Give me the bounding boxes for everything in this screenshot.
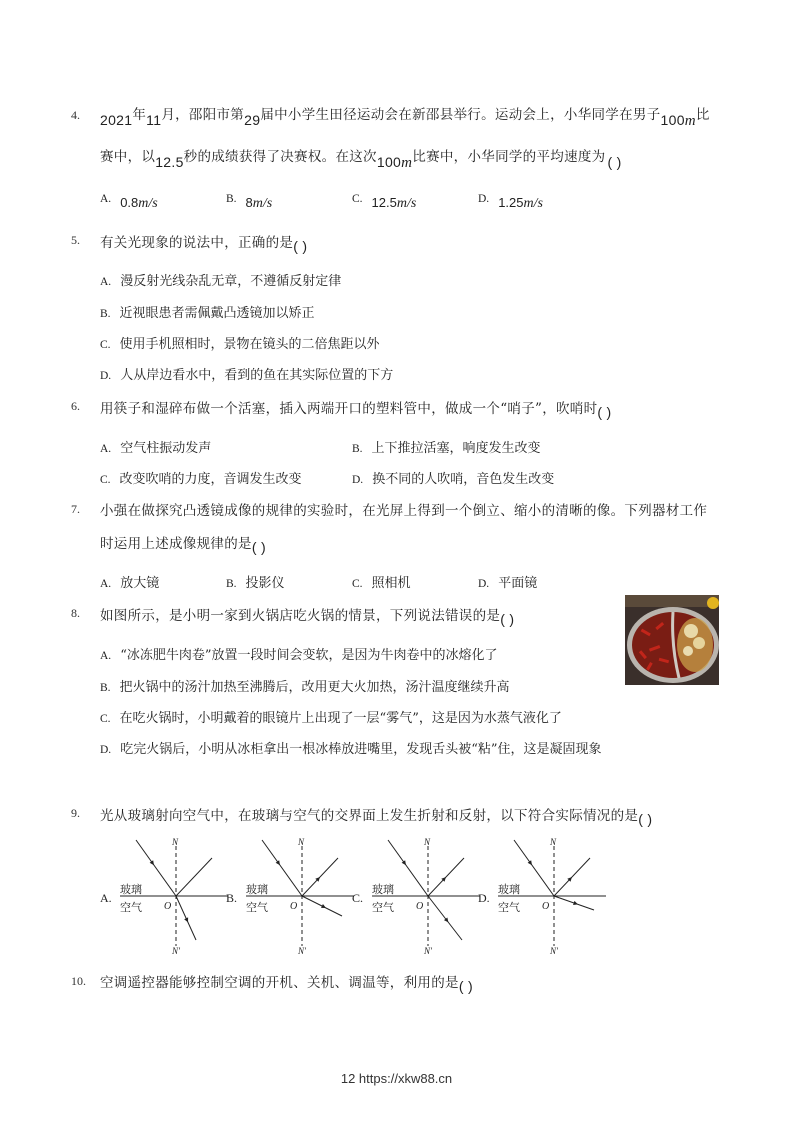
option-letter: B.	[100, 682, 111, 694]
incident-ray	[262, 840, 302, 896]
glass-label: 玻璃	[120, 884, 142, 896]
q4-option-c	[352, 190, 417, 211]
answer-paren: ( )	[251, 539, 266, 555]
q5-option-d	[100, 364, 393, 383]
answer-paren: ( )	[458, 978, 473, 994]
page-footer: 12 https://xkw88.cn	[340, 1071, 453, 1086]
answer-paren: ( )	[597, 404, 612, 420]
incident-ray	[514, 840, 554, 896]
q4-unit: m	[684, 113, 696, 129]
normal-top-label: N	[172, 837, 179, 847]
normal-top-label: N	[424, 837, 431, 847]
q6-option-a	[100, 437, 211, 456]
hotpot-photo	[625, 595, 719, 685]
incident-arrow	[402, 860, 406, 865]
reflected-ray	[176, 858, 212, 896]
q4-text: 比赛中，小华同学的平均速度为	[412, 149, 606, 165]
option-letter: C.	[100, 474, 111, 486]
question-6-stem	[100, 397, 612, 420]
option-letter: A.	[100, 891, 112, 905]
option-text: 投影仪	[245, 576, 285, 591]
stem-text: 空调遥控器能够控制空调的开机、关机、调温等，利用的是	[100, 975, 459, 991]
option-value: 1.25	[498, 195, 524, 210]
q4-session: 29	[244, 112, 261, 128]
air-label: 空气	[120, 902, 142, 914]
q4-option-a	[100, 190, 158, 211]
q4-option-d	[478, 190, 543, 211]
normal-top-label: N	[550, 837, 557, 847]
stem-text: 有关光现象的说法中，正确的是	[100, 235, 294, 251]
question-10-stem	[100, 971, 473, 994]
option-letter: B.	[100, 308, 111, 320]
option-unit: m/s	[252, 196, 273, 211]
refracted-ray	[176, 896, 196, 940]
ray-diagram-svg	[366, 836, 482, 954]
q5-option-c	[100, 333, 380, 352]
option-letter: D.	[100, 744, 112, 756]
origin-label: O	[290, 901, 298, 912]
incident-ray	[388, 840, 428, 896]
q6-option-b	[352, 437, 541, 456]
option-letter: C.	[352, 578, 363, 590]
q8-option-c	[100, 707, 562, 726]
glass-label: 玻璃	[246, 884, 268, 896]
option-letter: C.	[100, 713, 111, 725]
question-8-number: 8.	[71, 606, 80, 620]
answer-paren: ( )	[500, 611, 515, 627]
option-text: 放大镜	[120, 576, 160, 591]
question-8-stem	[100, 604, 515, 627]
origin-label: O	[542, 901, 550, 912]
q4-text: 年	[132, 107, 147, 123]
option-letter: C.	[100, 339, 111, 351]
option-text: 上下推拉活塞，响度发生改变	[371, 441, 541, 456]
option-letter: B.	[226, 193, 237, 205]
question-6-number: 6.	[71, 399, 80, 413]
q8-option-d	[100, 738, 601, 757]
question-9-number: 9.	[71, 806, 80, 820]
option-value: 0.8	[120, 195, 139, 210]
option-text: 把火锅中的汤汁加热至沸腾后，改用更大火加热，汤汁温度继续升高	[119, 680, 510, 695]
q7-option-c	[352, 572, 411, 591]
option-value: 8	[245, 195, 253, 210]
option-letter: B.	[352, 443, 363, 455]
glass-label: 玻璃	[498, 884, 520, 896]
q8-option-b	[100, 676, 510, 695]
option-text: 空气柱振动发声	[120, 441, 212, 456]
stem-text: 如图所示，是小明一家到火锅店吃火锅的情景，下列说法错误的是	[100, 608, 501, 624]
option-text: 平面镜	[498, 576, 538, 591]
option-letter: D.	[478, 578, 490, 590]
question-4-number: 4.	[71, 108, 80, 122]
option-letter: B.	[226, 891, 238, 905]
refracted-ray	[428, 896, 462, 940]
option-letter: A.	[100, 578, 112, 590]
ray-diagram-svg	[492, 836, 608, 954]
question-10-number: 10.	[71, 974, 86, 988]
refracted-arrow	[573, 901, 578, 905]
q4-unit: m	[401, 155, 413, 171]
answer-paren: ( )	[293, 238, 308, 254]
ray-diagram-svg	[240, 836, 356, 954]
normal-bottom-label: N′	[424, 946, 432, 954]
q7-option-b	[226, 572, 285, 591]
q6-option-c	[100, 468, 302, 487]
q6-option-d	[352, 468, 554, 487]
option-letter: A.	[100, 650, 112, 662]
option-text: 换不同的人吹哨，音色发生改变	[372, 472, 555, 487]
answer-paren: ( )	[607, 154, 622, 170]
option-letter: C.	[352, 193, 363, 205]
option-text: 在吃火锅时，小明戴着的眼镜片上出现了一层“雾气”，这是因为水蒸气液化了	[119, 711, 562, 726]
q4-distance: 100	[660, 112, 685, 128]
q4-distance: 100	[376, 154, 402, 170]
option-letter: C.	[352, 891, 364, 905]
stem-text: 用筷子和湿碎布做一个活塞，插入两端开口的塑料管中，做成一个“哨子”，吹哨时	[100, 401, 598, 417]
option-letter: D.	[352, 474, 364, 486]
option-text: 人从岸边看水中，看到的鱼在其实际位置的下方	[120, 368, 394, 383]
q7-option-d	[478, 572, 537, 591]
incident-ray	[136, 840, 176, 896]
option-text: “冰冻肥牛肉卷”放置一段时间会变软，是因为牛肉卷中的冰熔化了	[120, 648, 498, 663]
option-letter: A.	[100, 443, 112, 455]
option-letter: B.	[226, 578, 237, 590]
air-label: 空气	[372, 902, 394, 914]
option-unit: m/s	[138, 196, 158, 211]
q4-month: 11	[146, 112, 162, 128]
question-4-line2	[100, 145, 622, 171]
q5-option-a	[100, 270, 341, 289]
option-letter: A.	[100, 276, 112, 288]
option-text: 改变吹哨的力度，音调发生改变	[119, 472, 302, 487]
glass-label: 玻璃	[372, 884, 394, 896]
option-text: 使用手机照相时，景物在镜头的二倍焦距以外	[119, 337, 380, 352]
stem-text: 光从玻璃射向空气中，在玻璃与空气的交界面上发生折射和反射，以下符合实际情况的是	[100, 808, 639, 824]
answer-paren: ( )	[638, 811, 653, 827]
q5-option-b	[100, 302, 315, 321]
origin-label: O	[416, 901, 424, 912]
ray-diagram-svg	[114, 836, 230, 954]
option-text: 近视眼患者需佩戴凸透镜加以矫正	[119, 306, 315, 321]
incident-arrow	[528, 860, 532, 865]
origin-label: O	[164, 901, 172, 912]
question-7-stem	[100, 499, 707, 519]
q8-option-a	[100, 644, 497, 663]
question-9-stem	[100, 804, 653, 827]
option-value: 12.5	[371, 195, 397, 210]
option-text: 照相机	[371, 576, 411, 591]
normal-top-label: N	[298, 837, 305, 847]
question-4-line1	[100, 103, 710, 129]
air-label: 空气	[498, 902, 520, 914]
q4-text: 比	[695, 107, 710, 123]
option-text: 漫反射光线杂乱无章，不遵循反射定律	[120, 274, 342, 289]
stem-text: 小强在做探究凸透镜成像的规律的实验时，在光屏上得到一个倒立、缩小的清晰的像。下列器材工作	[100, 503, 708, 519]
normal-bottom-label: N′	[550, 946, 558, 954]
option-unit: m/s	[396, 196, 417, 211]
option-letter: D.	[100, 370, 112, 382]
normal-bottom-label: N′	[172, 946, 180, 954]
q4-text: 赛中，以	[100, 149, 156, 165]
question-7-stem-2	[100, 532, 266, 555]
question-5-stem	[100, 231, 308, 254]
question-5-number: 5.	[71, 233, 80, 247]
air-label: 空气	[246, 902, 268, 914]
q4-option-b	[226, 190, 273, 211]
q4-text: 届中小学生田径运动会在新邵县举行。运动会上，小华同学在男子	[260, 107, 661, 123]
normal-bottom-label: N′	[298, 946, 306, 954]
q4-text: 月，邵阳市第	[161, 107, 245, 123]
option-letter: A.	[100, 193, 112, 205]
q4-time: 12.5	[155, 154, 184, 170]
option-text: 吃完火锅后，小明从冰柜拿出一根冰棒放进嘴里，发现舌头被“粘”住，这是凝固现象	[120, 742, 602, 757]
stem-text: 时运用上述成像规律的是	[100, 536, 252, 552]
q4-text: 秒的成绩获得了决赛权。在这次	[183, 149, 377, 165]
incident-arrow	[276, 860, 280, 865]
incident-arrow	[150, 860, 154, 865]
option-unit: m/s	[523, 196, 543, 211]
question-7-number: 7.	[71, 502, 80, 516]
q7-option-a	[100, 572, 159, 591]
q4-year: 2021	[100, 112, 133, 128]
option-letter: D.	[478, 891, 490, 905]
option-letter: D.	[478, 193, 490, 205]
